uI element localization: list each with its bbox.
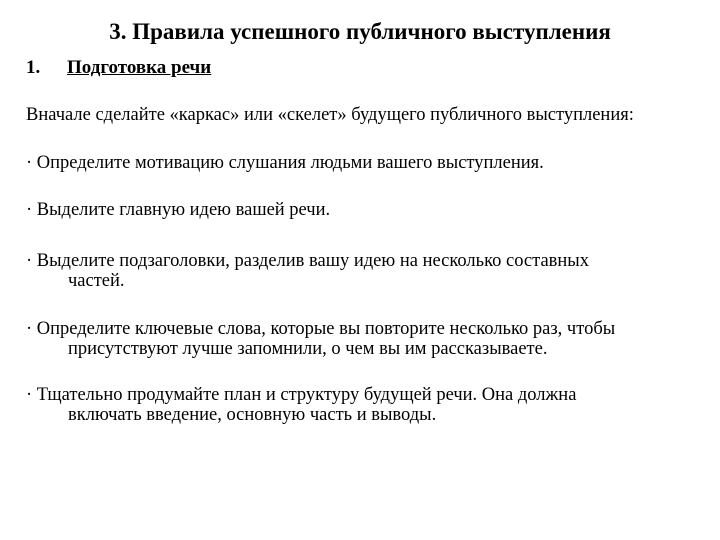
bullet-item (26, 319, 615, 359)
bullet-continuation: присутствуют лучше запомнили, о чем вы им рассказываете. (68, 339, 548, 359)
intro-text: Вначале сделайте «каркас» или «скелет» будущего публичного выступления: (26, 105, 634, 125)
section-heading (26, 56, 211, 80)
bullet-line: · Определите ключевые слова, которые вы повторите несколько раз, чтобы (26, 319, 616, 339)
bullet-continuation: включать введение, основную часть и выводы. (68, 405, 437, 425)
bullet-item (26, 251, 589, 291)
bullet-item (26, 200, 330, 220)
section-number: 1. (26, 57, 41, 78)
bullet-line: · Определите мотивацию слушания людьми вашего выступления. (26, 153, 544, 173)
bullet-item (26, 153, 544, 173)
section-label: Подготовка речи (67, 57, 212, 78)
bullet-item (26, 385, 576, 425)
bullet-continuation: частей. (68, 271, 125, 291)
bullet-line: · Тщательно продумайте план и структуру будущей речи. Она должна (26, 385, 577, 405)
bullet-line: · Выделите главную идею вашей речи. (26, 200, 331, 220)
bullet-line: · Выделите подзаголовки, разделив вашу идею на несколько составных (26, 251, 589, 271)
slide-title: 3. Правила успешного публичного выступления (109, 19, 611, 44)
